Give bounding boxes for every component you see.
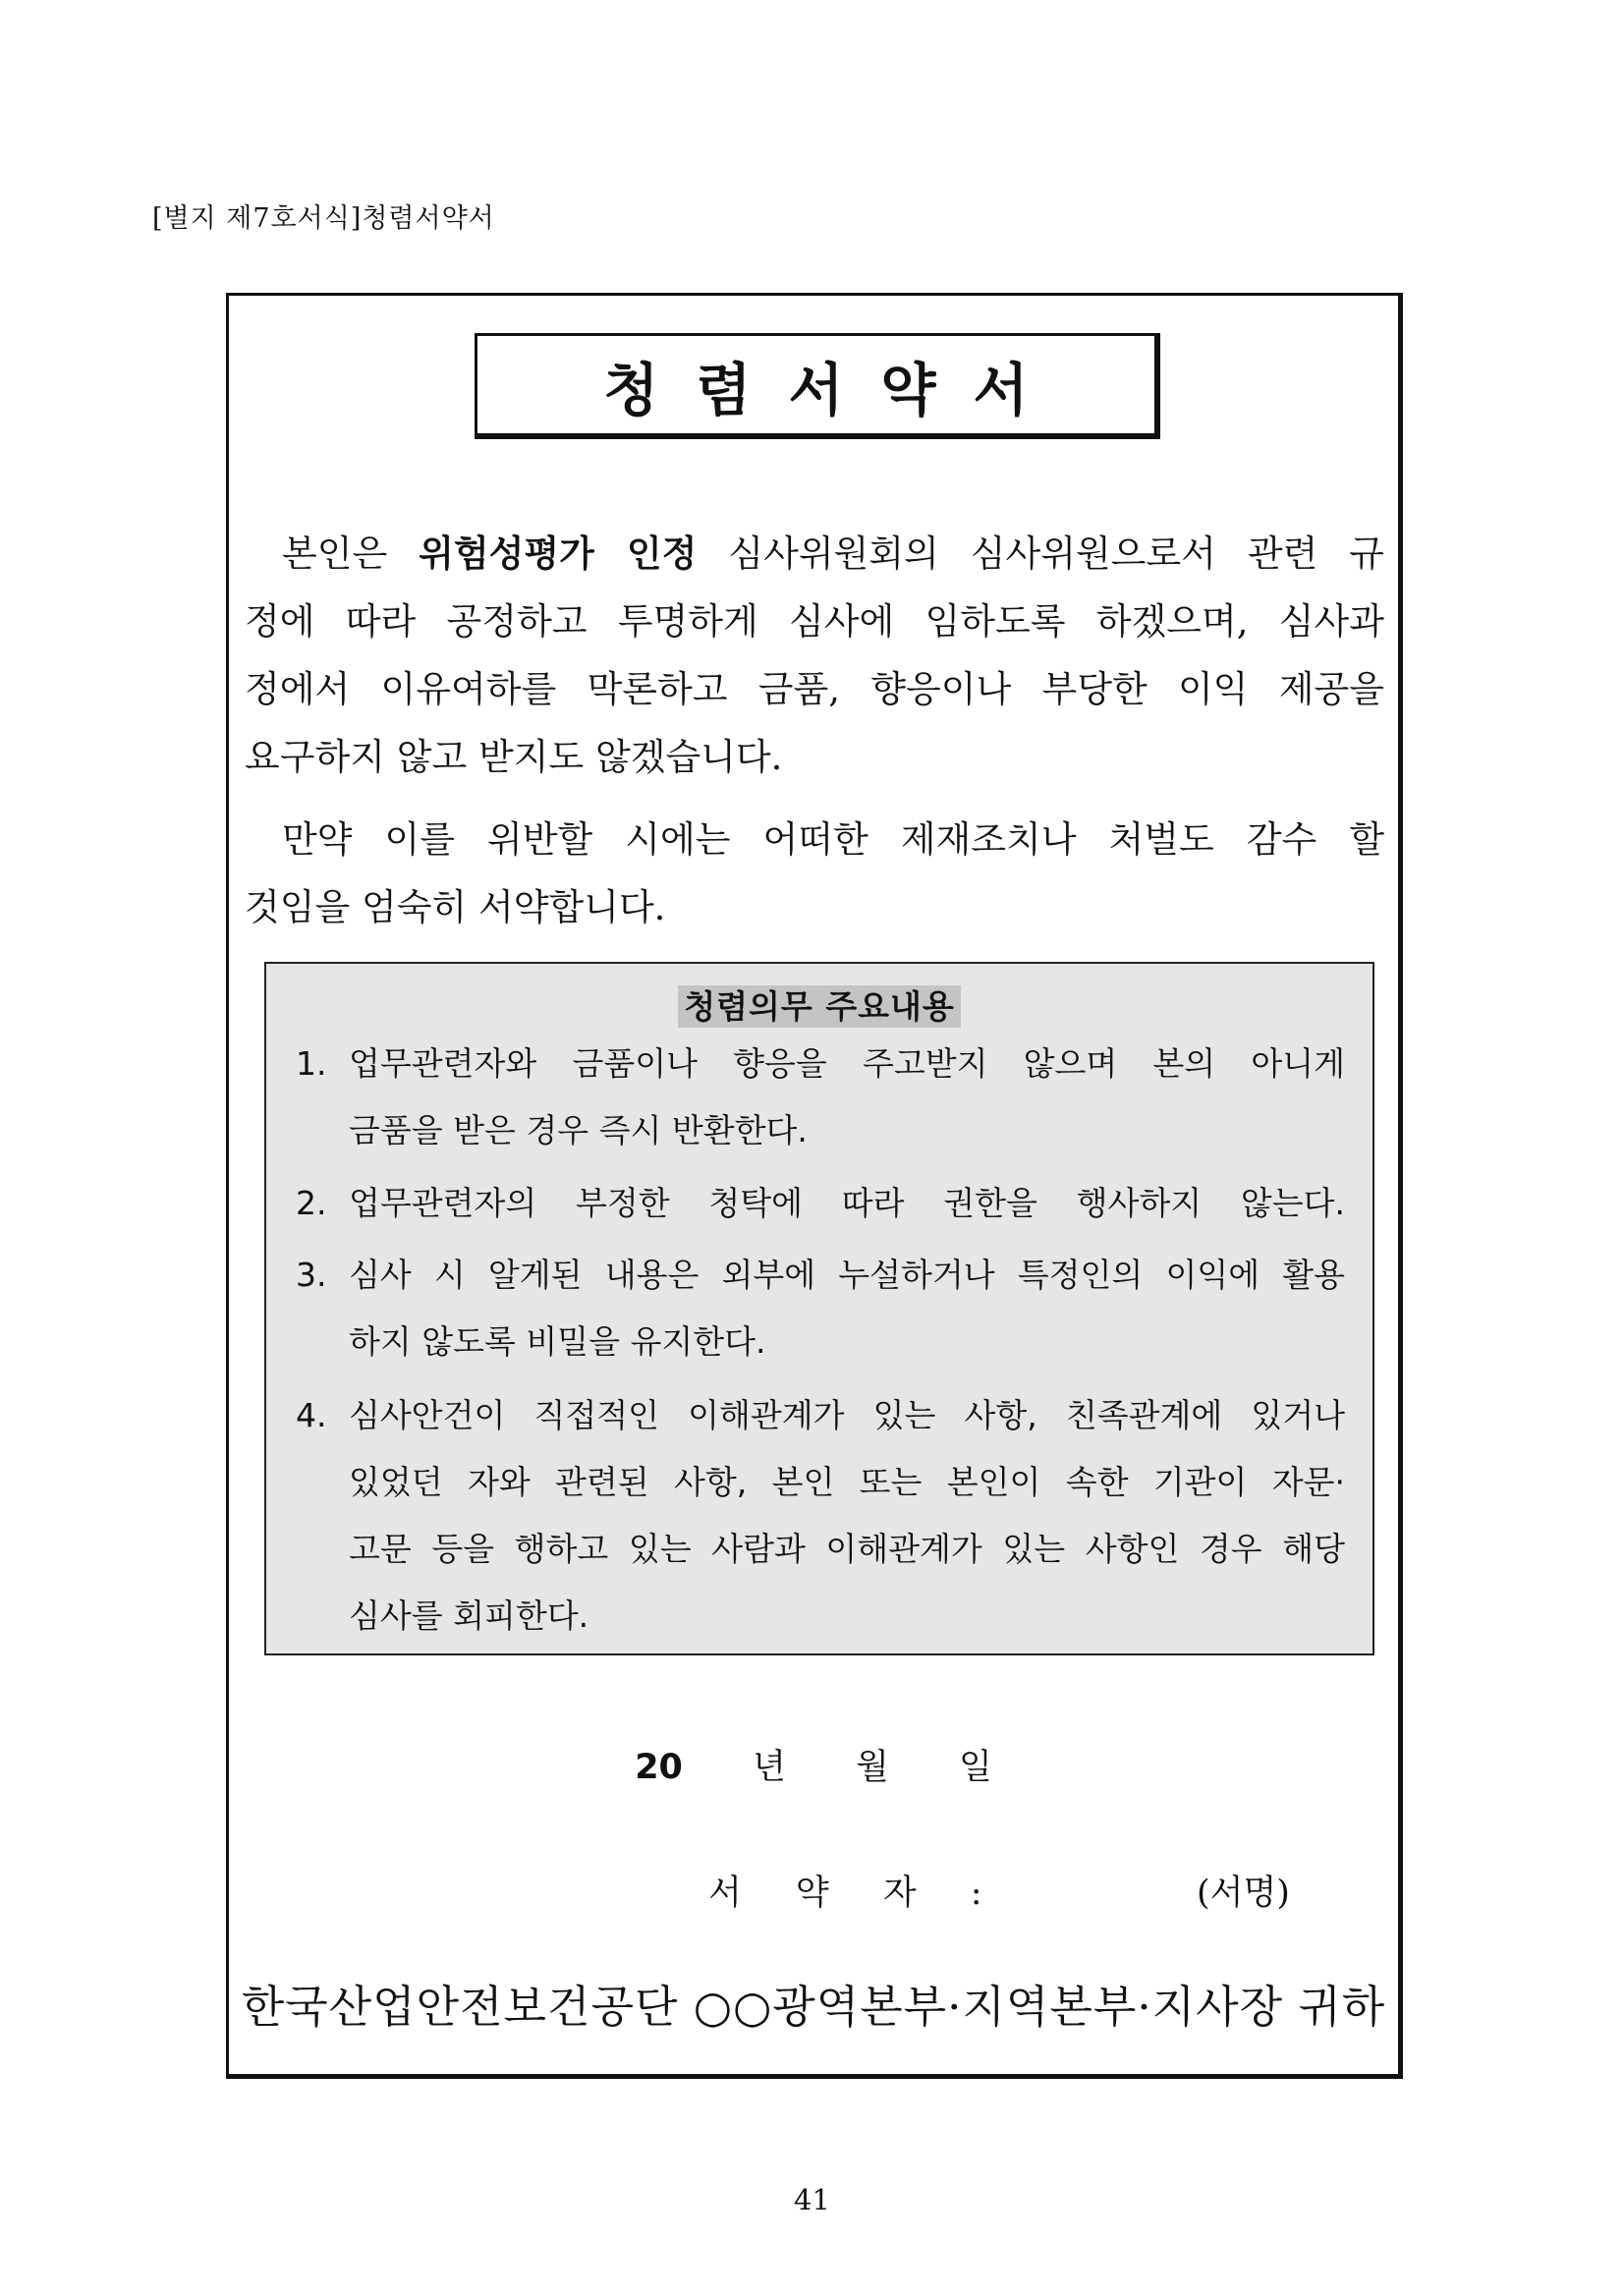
duty-line: 심사를 회피한다. [349, 1596, 589, 1635]
duty-number: 4. [296, 1396, 327, 1434]
duty-number: 1. [296, 1044, 327, 1083]
recipient: 한국산업안전보건공단 ○○광역본부·지역본부·지사장 귀하 [241, 1981, 1386, 2033]
day-label: 일 [958, 1748, 992, 1787]
duty-line: 업무관련자와 금품이나 향응을 주고받지 않으며 본의 아니게 [349, 1044, 1345, 1083]
duty-item [296, 1242, 1345, 1375]
pledge-line-6: 것임을 엄숙히 서약합니다. [245, 886, 666, 928]
duty-line: 심사 시 알게된 내용은 외부에 누설하거나 특정인의 이익에 활용 [349, 1256, 1345, 1294]
signer-label: 서 약 자 : [708, 1874, 1004, 1913]
pledge-line-5: 만약 이를 위반할 시에는 어떠한 제재조치나 처벌도 감수 할 [282, 818, 1384, 861]
committee-name: 위험성평가 인정 [419, 532, 698, 575]
pledge-paragraph-1 [245, 520, 1384, 791]
year-label: 년 [753, 1748, 786, 1787]
integrity-duties-box [264, 962, 1374, 1655]
month-label: 월 [856, 1748, 889, 1787]
duty-number: 2. [296, 1184, 327, 1222]
signature-mark: (서명) [1197, 1874, 1290, 1913]
duty-line: 있었던 자와 관련된 사항, 본인 또는 본인이 속한 기관이 자문· [349, 1463, 1345, 1501]
page-title: 청렴서약서 [603, 356, 1066, 423]
pledge-line-4: 요구하지 않고 받지도 않겠습니다. [245, 736, 783, 778]
pledge-form-frame [226, 293, 1403, 2079]
duty-line: 업무관련자의 부정한 청탁에 따라 권한을 행사하지 않는다. [349, 1184, 1345, 1222]
pledge-line-1: 본인은 위험성평가 인정 심사위원회의 심사위원으로서 관련 규 [282, 532, 1384, 575]
duty-item [296, 1382, 1345, 1650]
duty-item [296, 1170, 1345, 1237]
date-line [229, 1740, 1398, 1789]
year-prefix: 20 [635, 1748, 683, 1787]
duty-line: 금품을 받은 경우 즉시 반환한다. [349, 1111, 808, 1149]
pledge-paragraph-2 [245, 806, 1384, 941]
duty-line: 하지 않도록 비밀을 유지한다. [349, 1322, 766, 1361]
duty-item [296, 1031, 1345, 1164]
title-box [475, 333, 1160, 439]
pledge-line-2: 정에 따라 공정하고 투명하게 심사에 임하도록 하겠으며, 심사과 [245, 600, 1384, 643]
duty-line: 고문 등을 행하고 있는 사람과 이해관계가 있는 사항인 경우 해당 [349, 1530, 1345, 1568]
duties-title: 청렴의무 주요내용 [678, 985, 961, 1028]
form-label: [별지 제7호서식]청렴서약서 [152, 203, 495, 234]
page-number: 41 [794, 2183, 830, 2216]
duty-line: 심사안건이 직접적인 이해관계가 있는 사항, 친족관계에 있거나 [349, 1396, 1345, 1434]
pledge-line-3: 정에서 이유여하를 막론하고 금품, 향응이나 부당한 이익 제공을 [245, 668, 1384, 710]
duty-number: 3. [296, 1256, 327, 1294]
